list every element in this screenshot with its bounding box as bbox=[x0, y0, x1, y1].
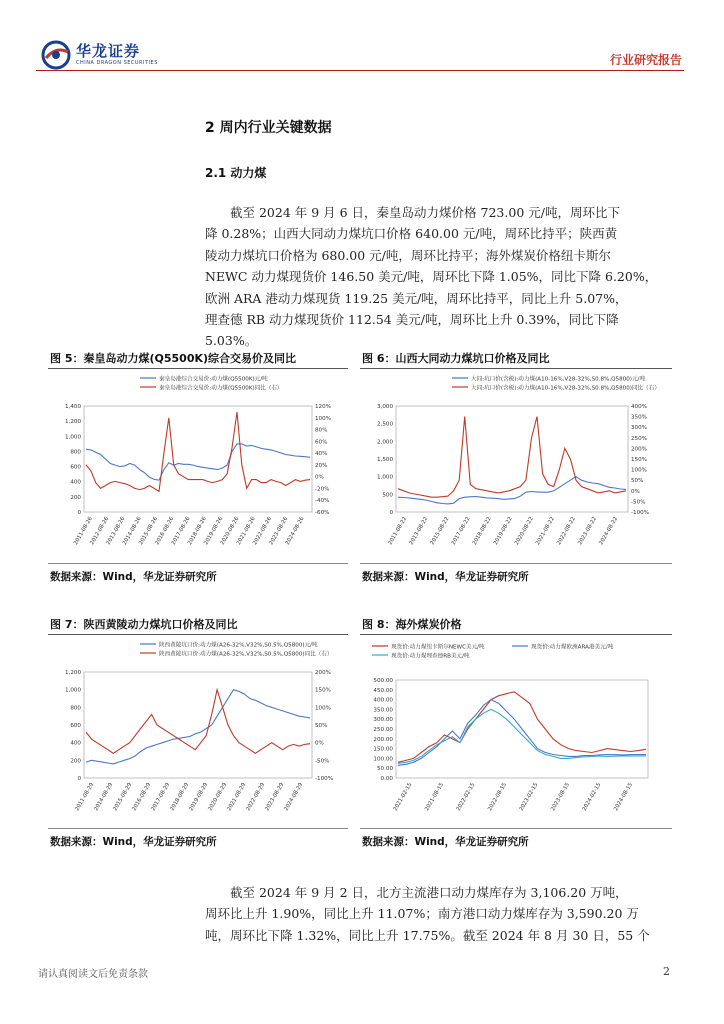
y-tick-label: 1,200 bbox=[64, 670, 81, 676]
y-tick-label: 1,000 bbox=[376, 474, 393, 481]
x-tick-label: 2021-02-15 bbox=[392, 782, 414, 813]
logo-mark-icon bbox=[40, 40, 74, 70]
figure-7-source: 数据来源：Wind，华龙证券研究所 bbox=[50, 836, 217, 848]
y-tick-label: 400 bbox=[70, 740, 81, 747]
y-tick-label: 200.00 bbox=[373, 736, 393, 743]
y-tick-label: 0 bbox=[389, 510, 393, 516]
y2-tick-label: 200% bbox=[315, 670, 331, 676]
x-tick-label: 2019-08-26 bbox=[203, 516, 225, 547]
figure-7-top-rule bbox=[48, 634, 348, 635]
y2-tick-label: 100% bbox=[315, 705, 331, 712]
x-tick-label: 2022-08-22 bbox=[556, 516, 578, 547]
figure-8-chart bbox=[362, 638, 662, 824]
series-line-同比 bbox=[86, 690, 310, 754]
y2-tick-label: 350% bbox=[631, 414, 647, 421]
x-tick-label: 2024-02-15 bbox=[581, 782, 603, 813]
x-tick-label: 2021-08-22 bbox=[535, 516, 556, 547]
y2-tick-label: 60% bbox=[315, 439, 328, 446]
y-tick-label: 3,000 bbox=[376, 404, 393, 410]
y2-tick-label: 150% bbox=[315, 687, 331, 694]
x-tick-label: 2023-08-26 bbox=[268, 516, 290, 547]
y-tick-label: 150.00 bbox=[373, 746, 393, 753]
y-tick-label: 450.00 bbox=[373, 687, 393, 694]
x-tick-label: 2015-08-29 bbox=[112, 782, 134, 813]
x-tick-label: 2020-08-22 bbox=[513, 516, 535, 547]
legend-label: 秦皇岛港综合交易价:动力煤(Q5500K)同比（右） bbox=[159, 385, 283, 392]
figure-8-top-rule bbox=[360, 634, 672, 635]
y-tick-label: 200 bbox=[70, 494, 81, 501]
legend-label: 现货价:动力煤欧洲ARA港美元/吨 bbox=[531, 644, 614, 651]
y2-tick-label: 400% bbox=[631, 404, 647, 410]
series-line-RB bbox=[398, 709, 646, 763]
x-tick-label: 2022-02-15 bbox=[455, 782, 477, 813]
y-tick-label: 400 bbox=[70, 479, 81, 486]
y2-tick-label: -60% bbox=[315, 510, 330, 516]
x-tick-label: 2011-08-29 bbox=[74, 782, 96, 813]
x-tick-label: 2020-08-29 bbox=[207, 782, 229, 813]
y2-tick-label: 300% bbox=[631, 425, 647, 432]
x-tick-label: 2017-08-26 bbox=[170, 516, 192, 547]
y-tick-label: 400.00 bbox=[373, 697, 393, 704]
y-tick-label: 600 bbox=[70, 723, 81, 729]
y-tick-label: 800 bbox=[70, 705, 81, 712]
figure-5-bottom-rule bbox=[48, 563, 348, 564]
legend-label: 大同:坑口价(含税):动力煤(A10-16%,V28-32%,S0.8%,Q5800)元/吨 bbox=[471, 376, 646, 383]
legend-label: 陕西黄陵坑口价:动力煤(A26-32%,V32%,S0.5%,Q5800)元/吨 bbox=[159, 642, 318, 649]
x-tick-label: 2024-08-15 bbox=[613, 782, 634, 813]
y-tick-label: 2,000 bbox=[376, 439, 393, 446]
y2-tick-label: 200% bbox=[631, 446, 647, 453]
legend-label: 现货价:动力煤纽卡斯尔NEWC美元/吨 bbox=[391, 644, 485, 651]
y2-tick-label: 0% bbox=[315, 474, 324, 481]
y-tick-label: 600 bbox=[70, 464, 81, 471]
y-tick-label: 500.00 bbox=[373, 678, 393, 684]
series-line-ARA bbox=[398, 700, 646, 766]
x-tick-label: 2017-08-22 bbox=[450, 516, 472, 547]
y-tick-label: 200 bbox=[70, 758, 81, 765]
x-tick-label: 2023-02-15 bbox=[518, 782, 540, 813]
legend-label: 大同:坑口价(含税):动力煤(A10-16%,V28-32%,S0.8%,Q5800)同比（右） bbox=[471, 385, 660, 392]
y-tick-label: 350.00 bbox=[373, 707, 393, 714]
x-tick-label: 2023-08-15 bbox=[550, 782, 571, 813]
x-tick-label: 2021-08-26 bbox=[235, 516, 257, 547]
x-tick-label: 2020-08-26 bbox=[219, 516, 241, 547]
y2-tick-label: 150% bbox=[631, 457, 647, 463]
y-tick-label: 0 bbox=[77, 776, 81, 782]
y2-tick-label: 100% bbox=[631, 467, 647, 474]
figure-8-title: 图 8：海外煤炭价格 bbox=[362, 618, 462, 631]
paragraph-line: 截至 2024 年 9 月 6 日，秦皇岛动力煤价格 723.00 元/吨，周环比下 bbox=[230, 205, 620, 220]
y-tick-label: 300.00 bbox=[373, 717, 393, 724]
figure-6-source: 数据来源：Wind，华龙证券研究所 bbox=[362, 571, 529, 583]
y-tick-label: 1,000 bbox=[64, 434, 81, 441]
logo-name-en: CHINA DRAGON SECURITIES bbox=[76, 60, 158, 66]
series-line-同比 bbox=[398, 417, 626, 498]
x-tick-label: 2022-08-26 bbox=[252, 516, 274, 547]
fig8-svg bbox=[362, 638, 662, 824]
y2-tick-label: -50% bbox=[315, 758, 330, 765]
paragraph-line: 周环比上升 1.90%，同比上升 11.07%；南方港口动力煤库存为 3,590.20 万 bbox=[205, 906, 639, 922]
x-tick-label: 2021-08-29 bbox=[226, 782, 248, 813]
y-tick-label: 250.00 bbox=[373, 727, 393, 733]
x-tick-label: 2015-08-26 bbox=[138, 516, 160, 547]
y-tick-label: 2,500 bbox=[376, 421, 393, 428]
y-tick-label: 800 bbox=[70, 449, 81, 456]
paragraph-line: 吨，周环比下降 1.32%，同比上升 17.75%。截至 2024 年 8 月 30 日，55 个 bbox=[205, 927, 650, 943]
figure-5-source: 数据来源：Wind，华龙证券研究所 bbox=[50, 571, 217, 583]
y-tick-label: 1,200 bbox=[64, 419, 81, 426]
figure-8-source: 数据来源：Wind，华龙证券研究所 bbox=[362, 836, 529, 848]
x-tick-label: 2021-08-15 bbox=[424, 782, 445, 813]
logo-name-cn: 华龙证券 bbox=[76, 42, 141, 60]
subsection-title: 2.1 动力煤 bbox=[205, 166, 267, 180]
y2-tick-label: -100% bbox=[631, 510, 650, 516]
y-tick-label: 1,000 bbox=[64, 687, 81, 694]
series-line-价格 bbox=[86, 444, 310, 480]
page-number: 2 bbox=[663, 965, 670, 978]
y-tick-label: 50.00 bbox=[376, 766, 393, 773]
legend-label: 现货价:动力煤理查德RB美元/吨 bbox=[391, 653, 470, 660]
paragraph-line: 降 0.28%；山西大同动力煤坑口价格 640.00 元/吨，周环比持平；陕西黄 bbox=[205, 226, 618, 242]
x-tick-label: 2013-08-22 bbox=[408, 516, 430, 547]
x-tick-label: 2024-08-22 bbox=[598, 516, 620, 547]
y2-tick-label: 80% bbox=[315, 427, 328, 434]
figure-5-top-rule bbox=[48, 368, 348, 369]
figure-7-bottom-rule bbox=[48, 828, 348, 829]
figure-6-chart bbox=[362, 372, 662, 558]
paragraph-line: NEWC 动力煤现货价 146.50 美元/吨，周环比下降 1.05%，同比下降 6.20%， bbox=[205, 269, 658, 285]
x-tick-label: 2024-08-26 bbox=[284, 516, 306, 547]
x-tick-label: 2023-08-29 bbox=[264, 782, 286, 813]
x-tick-label: 2022-08-15 bbox=[487, 782, 508, 813]
x-tick-label: 2018-08-22 bbox=[471, 516, 493, 547]
paragraph-line: 陵动力煤坑口价格为 680.00 元/吨，周环比持平；海外煤炭价格纽卡斯尔 bbox=[205, 247, 611, 263]
paragraph-coal-inventory bbox=[205, 882, 683, 946]
x-tick-label: 2013-08-26 bbox=[105, 516, 127, 547]
x-tick-label: 2024-08-29 bbox=[283, 782, 305, 813]
x-tick-label: 2018-08-29 bbox=[169, 782, 191, 813]
y2-tick-label: 0% bbox=[315, 740, 324, 747]
y2-tick-label: -50% bbox=[631, 499, 646, 506]
x-tick-label: 2019-08-29 bbox=[188, 782, 210, 813]
footer-disclaimer: 请认真阅读文后免责条款 bbox=[38, 969, 148, 980]
paragraph-line: 5.03%。 bbox=[205, 333, 258, 349]
x-tick-label: 2016-08-29 bbox=[131, 782, 153, 813]
section-title: 2 周内行业关键数据 bbox=[205, 120, 332, 136]
paragraph-line: 欧洲 ARA 港动力煤现货 119.25 美元/吨，周环比持平，同比上升 5.07%， bbox=[205, 290, 628, 306]
y2-tick-label: 50% bbox=[631, 478, 644, 485]
paragraph-coal-prices bbox=[205, 202, 683, 352]
fig7-svg bbox=[50, 638, 346, 824]
y2-tick-label: 120% bbox=[315, 404, 331, 410]
brand-logo bbox=[40, 40, 160, 70]
plot-frame bbox=[396, 406, 628, 512]
y2-tick-label: 250% bbox=[631, 435, 647, 442]
series-line-价格 bbox=[86, 690, 310, 764]
report-type-label: 行业研究报告 bbox=[609, 53, 682, 67]
x-tick-label: 2012-08-26 bbox=[89, 516, 111, 547]
y2-tick-label: 20% bbox=[315, 462, 328, 469]
y-tick-label: 0 bbox=[77, 510, 81, 516]
y2-tick-label: 40% bbox=[315, 451, 328, 458]
x-tick-label: 2014-08-29 bbox=[93, 782, 115, 813]
paragraph-line: 截至 2024 年 9 月 2 日，北方主流港口动力煤库存为 3,106.20 万吨， bbox=[230, 885, 628, 900]
figure-6-bottom-rule bbox=[360, 563, 672, 564]
legend-label: 陕西黄陵坑口价:动力煤(A26-32%,V32%,S0.5%,Q5800)同比（右） bbox=[159, 651, 333, 658]
x-tick-label: 2015-08-22 bbox=[429, 516, 451, 547]
paragraph-line: 理查德 RB 动力煤现货价 112.54 美元/吨，周环比上升 0.39%，同比下降 bbox=[205, 312, 619, 328]
x-tick-label: 2014-08-26 bbox=[121, 516, 143, 547]
x-tick-label: 2011-08-26 bbox=[73, 516, 94, 547]
y2-tick-label: 100% bbox=[315, 415, 331, 422]
y-tick-label: 1,400 bbox=[64, 404, 81, 410]
figure-7-title: 图 7：陕西黄陵动力煤坑口价格及同比 bbox=[50, 618, 238, 631]
y2-tick-label: 50% bbox=[315, 723, 328, 729]
y2-tick-label: -20% bbox=[315, 486, 330, 493]
figure-7-chart bbox=[50, 638, 346, 824]
y-tick-label: 1,500 bbox=[376, 457, 393, 463]
figure-5-title: 图 5：秦皇岛动力煤(Q5500K)综合交易价及同比 bbox=[50, 352, 297, 365]
y-tick-label: 100.00 bbox=[373, 756, 393, 763]
y-tick-label: 0.00 bbox=[380, 776, 393, 782]
fig6-svg bbox=[362, 372, 662, 558]
y2-tick-label: -100% bbox=[315, 776, 334, 782]
x-tick-label: 2011-08-22 bbox=[387, 516, 409, 547]
figure-6-title: 图 6：山西大同动力煤坑口价格及同比 bbox=[362, 352, 550, 365]
figure-6-top-rule bbox=[360, 368, 672, 369]
x-tick-label: 2019-08-22 bbox=[492, 516, 514, 547]
series-line-NEWC bbox=[398, 692, 646, 763]
legend-label: 秦皇岛港综合交易价:动力煤(Q5500K)元/吨 bbox=[159, 376, 268, 383]
x-tick-label: 2018-08-26 bbox=[187, 516, 208, 547]
x-tick-label: 2022-08-29 bbox=[245, 782, 267, 813]
fig5-svg bbox=[50, 372, 346, 558]
x-tick-label: 2017-08-29 bbox=[150, 782, 172, 813]
y2-tick-label: 0% bbox=[631, 488, 640, 495]
figure-5-chart bbox=[50, 372, 346, 558]
x-tick-label: 2023-08-22 bbox=[577, 516, 599, 547]
x-tick-label: 2016-08-26 bbox=[154, 516, 176, 547]
y2-tick-label: -40% bbox=[315, 498, 330, 505]
figure-8-bottom-rule bbox=[360, 828, 672, 829]
plot-frame bbox=[84, 406, 312, 512]
header-divider bbox=[36, 70, 684, 71]
y-tick-label: 500 bbox=[382, 492, 393, 499]
